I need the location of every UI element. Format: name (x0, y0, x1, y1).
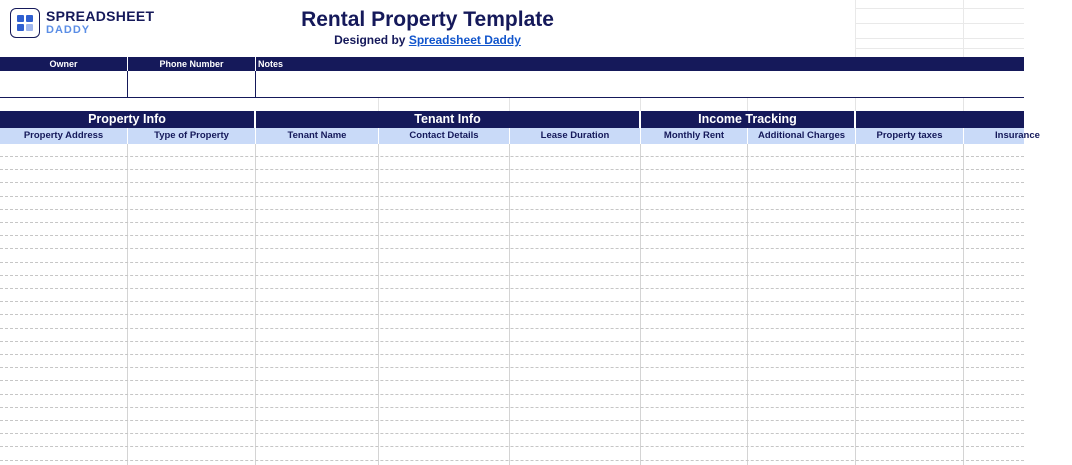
col-additional-charges: Additional Charges (748, 128, 856, 144)
grid-line (640, 98, 641, 111)
grid-line (747, 98, 748, 111)
logo-text-line2: DADDY (46, 24, 91, 36)
grid-row-line (0, 367, 1024, 368)
grid-line (378, 98, 379, 111)
owner-input-row (0, 71, 1024, 98)
grid-column-line (855, 144, 856, 465)
data-grid[interactable] (0, 144, 1024, 465)
section-expenses (856, 111, 1024, 128)
grid-line (855, 98, 856, 111)
col-tenant-name: Tenant Name (256, 128, 379, 144)
grid-row-line (0, 222, 1024, 223)
phone-number-header: Phone Number (159, 59, 224, 69)
grid-row-line (0, 301, 1024, 302)
grid-row-line (0, 380, 1024, 381)
notes-input-cell[interactable] (256, 71, 1024, 97)
grid-row-line (0, 196, 1024, 197)
col-type-of-property: Type of Property (128, 128, 256, 144)
grid-row-line (0, 156, 1024, 157)
col-insurance: Insurance (964, 128, 1072, 144)
phone-number-input-cell[interactable] (128, 71, 255, 97)
grid-line (855, 8, 1024, 9)
grid-column-line (378, 144, 379, 465)
grid-row-line (0, 314, 1024, 315)
grid-column-line (640, 144, 641, 465)
grid-column-line (127, 144, 128, 465)
grid-row-line (0, 288, 1024, 289)
section-property-info: Property Info (0, 111, 254, 128)
owner-input-cell[interactable] (0, 71, 127, 97)
grid-line (855, 23, 1024, 24)
grid-row-line (0, 446, 1024, 447)
grid-column-line (747, 144, 748, 465)
grid-row-line (0, 460, 1024, 461)
grid-column-line (963, 144, 964, 465)
grid-column-line (509, 144, 510, 465)
section-income-tracking: Income Tracking (641, 111, 854, 128)
grid-line (855, 38, 1024, 39)
owner-header-bar (0, 57, 1024, 71)
grid-row-line (0, 341, 1024, 342)
owner-header: Owner (49, 59, 78, 69)
grid-row-line (0, 420, 1024, 421)
grid-column-line (255, 144, 256, 465)
grid-row-line (0, 328, 1024, 329)
section-header-row (0, 111, 1024, 128)
grid-row-line (0, 394, 1024, 395)
logo-text-line1: SPREADSHEET (46, 8, 155, 24)
grid-row-line (0, 433, 1024, 434)
col-monthly-rent: Monthly Rent (641, 128, 748, 144)
grid-line (963, 98, 964, 111)
section-tenant-info: Tenant Info (256, 111, 639, 128)
page-title: Rental Property Template (301, 8, 554, 31)
page-subtitle (0, 33, 855, 47)
grid-line (855, 48, 1024, 49)
col-contact-details: Contact Details (379, 128, 510, 144)
col-property-taxes: Property taxes (856, 128, 964, 144)
grid-row-line (0, 248, 1024, 249)
column-header-row (0, 128, 1040, 144)
col-property-address: Property Address (0, 128, 128, 144)
subtitle-prefix: Designed by (334, 33, 406, 47)
grid-row-line (0, 169, 1024, 170)
grid-row-line (0, 354, 1024, 355)
grid-row-line (0, 275, 1024, 276)
grid-row-line (0, 262, 1024, 263)
grid-row-line (0, 407, 1024, 408)
grid-row-line (0, 182, 1024, 183)
spreadsheet-daddy-link[interactable]: Spreadsheet Daddy (408, 33, 521, 47)
grid-row-line (0, 209, 1024, 210)
grid-row-line (0, 235, 1024, 236)
col-lease-duration: Lease Duration (510, 128, 641, 144)
grid-line (509, 98, 510, 111)
notes-header: Notes (258, 59, 284, 69)
